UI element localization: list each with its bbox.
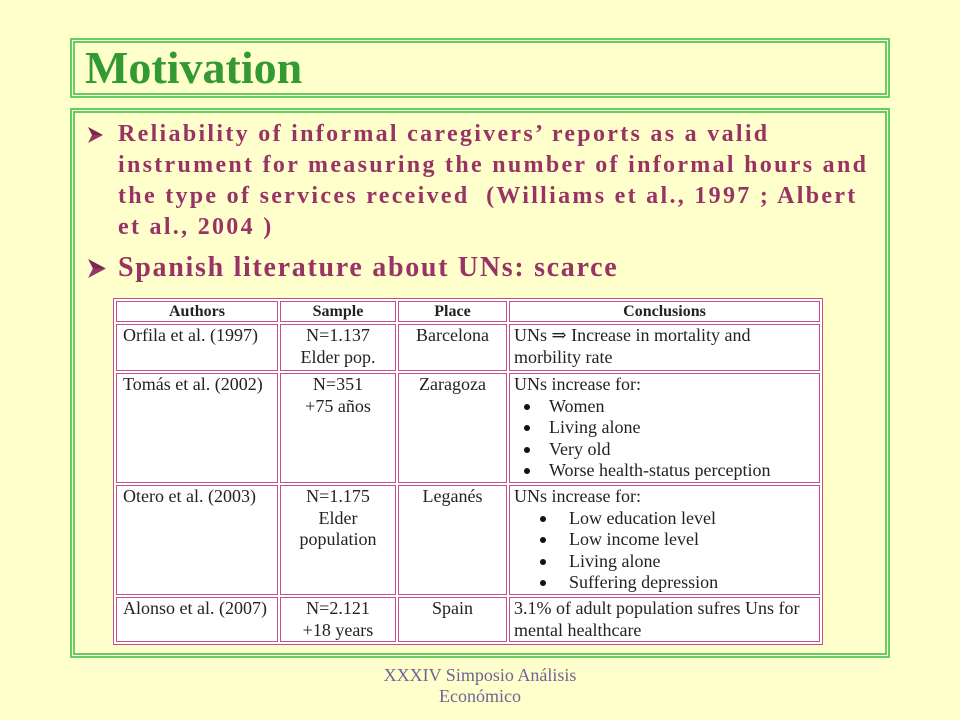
conclusion-intro: UNs increase for: <box>514 374 641 394</box>
list-item <box>514 551 815 573</box>
list-item <box>514 417 815 439</box>
list-item-text: Very old <box>549 438 611 459</box>
conclusion-cell <box>509 324 820 371</box>
bullet-line: the type of services received (Williams et al., 1997 ; Albert <box>118 183 858 209</box>
conclusion-cell <box>509 485 820 595</box>
sample-line: population <box>299 529 377 549</box>
list-item <box>514 572 815 594</box>
table-row <box>116 485 820 595</box>
bullet-dot-icon <box>540 559 546 565</box>
list-item-text: Low income level <box>569 529 699 549</box>
list-item-text: Living alone <box>549 417 641 437</box>
list-item <box>514 508 815 530</box>
sample-line: +18 years <box>302 619 374 640</box>
bullet-dot-icon <box>540 537 546 543</box>
list-item-text: Suffering depression <box>569 572 719 592</box>
conclusion-line: UNs ⇒ Increase in mortality and <box>514 325 751 345</box>
list-item-text: Women <box>549 395 605 416</box>
bullet-dot-icon <box>524 404 530 410</box>
conclusion-list <box>514 508 815 594</box>
place-cell: Zaragoza <box>398 373 507 483</box>
arrowhead-bullet-icon <box>88 127 103 143</box>
author-cell: Otero et al. (2003) <box>116 485 278 595</box>
conclusion-cell <box>509 597 820 642</box>
list-item-text: Living alone <box>569 550 661 571</box>
slide-footer <box>0 665 960 707</box>
table-row <box>116 324 820 371</box>
literature-table <box>113 298 823 645</box>
title-frame <box>70 38 890 98</box>
place-cell: Spain <box>398 597 507 642</box>
bullet-dot-icon <box>524 447 530 453</box>
header-conclusions: Conclusions <box>509 301 820 322</box>
list-item <box>514 529 815 551</box>
list-item-text: Low education level <box>569 507 716 528</box>
sample-line: N=1.175 <box>306 486 370 506</box>
bullet-dot-icon <box>540 580 546 586</box>
header-sample: Sample <box>280 301 396 322</box>
conclusion-line: mental healthcare <box>514 619 642 640</box>
sample-line: Elder <box>318 507 358 528</box>
sample-cell <box>280 373 396 483</box>
header-place: Place <box>398 301 507 322</box>
sample-line: N=2.121 <box>306 598 370 618</box>
bullet-dot-icon <box>524 425 530 431</box>
header-authors: Authors <box>116 301 278 322</box>
conclusion-line: 3.1% of adult population sufres Uns for <box>514 598 800 618</box>
arrowhead-bullet-icon <box>88 259 106 278</box>
list-item <box>514 460 815 482</box>
sample-line: Elder pop. <box>300 346 376 367</box>
bullet-dot-icon <box>540 516 546 522</box>
bullet-spanish-literature <box>118 251 618 285</box>
conclusion-intro: UNs increase for: <box>514 486 641 506</box>
sample-line: N=1.137 <box>306 325 370 345</box>
author-cell: Alonso et al. (2007) <box>116 597 278 642</box>
sample-line: N=351 <box>312 374 364 394</box>
bullet-line: instrument for measuring the number of informal hours and <box>118 152 869 178</box>
bullet-reliability <box>118 119 868 243</box>
sample-cell <box>280 324 396 371</box>
sample-line: +75 años <box>305 395 371 416</box>
sample-cell <box>280 597 396 642</box>
bullet-line: Reliability of informal caregivers’ reports as a valid <box>118 121 770 147</box>
table-row <box>116 597 820 642</box>
conclusion-cell <box>509 373 820 483</box>
footer-line: XXXIV Simposio Análisis <box>383 665 577 685</box>
place-cell: Barcelona <box>398 324 507 371</box>
list-item-text: Worse health-status perception <box>549 460 771 480</box>
table-row <box>116 373 820 483</box>
list-item <box>514 439 815 461</box>
table-header-row <box>116 301 820 322</box>
sample-cell <box>280 485 396 595</box>
bullet-dot-icon <box>524 468 530 474</box>
bullet-line: Spanish literature about UNs: scarce <box>118 252 619 283</box>
bullet-line: et al., 2004 ) <box>118 214 274 240</box>
conclusion-list <box>514 396 815 482</box>
author-cell: Orfila et al. (1997) <box>116 324 278 371</box>
conclusion-line: morbility rate <box>514 346 613 367</box>
footer-line: Económico <box>439 686 521 706</box>
slide-title: Motivation <box>85 42 303 93</box>
place-cell: Leganés <box>398 485 507 595</box>
list-item <box>514 396 815 418</box>
author-cell: Tomás et al. (2002) <box>116 373 278 483</box>
